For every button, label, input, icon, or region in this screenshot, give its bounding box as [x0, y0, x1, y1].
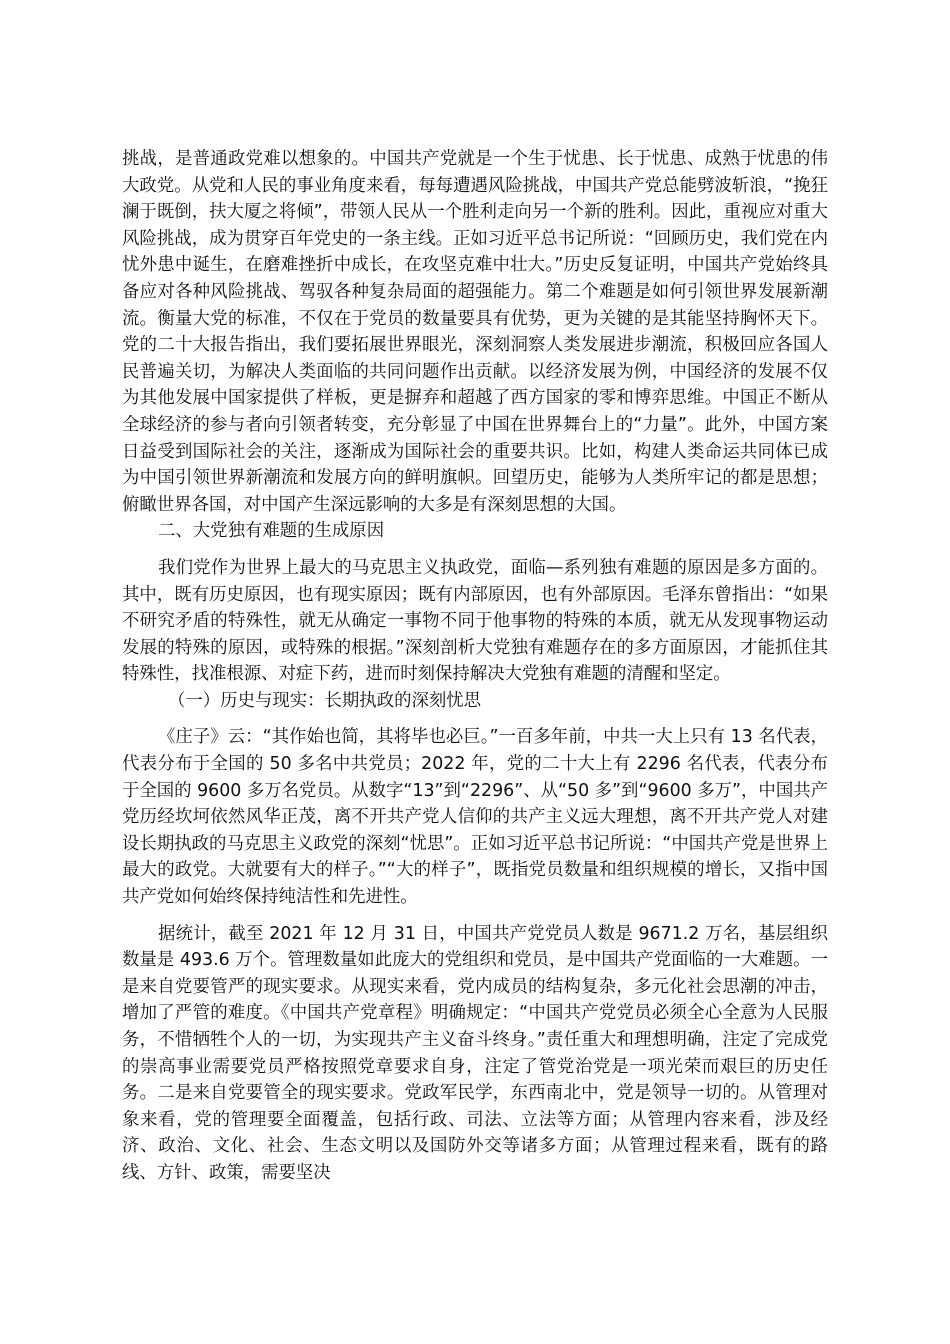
paragraph: 我们党作为世界上最大的马克思主义执政党，面临—系列独有难题的原因是多方面的。其中，既有历史原因，也有现实原因；既有内部原因，也有外部原因。毛泽东曾指出：“如果不研究矛盾的特殊性，就无从确定一事物不同于他事物的特殊的本质，就无从发现事物运动发展的特殊的原因，或特殊的根据。”深刻剖析大党独有难题存在的多方面原因，才能抓住其特殊性，找准根源、对症下药，进而时刻保持解决大党独有难题的清醒和坚定。 [122, 557, 828, 685]
section-heading: 二、大党独有难题的生成原因 [158, 521, 385, 542]
paragraph: 据统计，截至 2021 年 12 月 31 日，中国共产党党员人数是 9671.2 万名，基层组织数量是 493.6 万个。管理数量如此庞大的党组织和党员，是中国共产党面临的一大难题。一是来自党要管严的现实要求。从现实来看，党内成员的结构复杂，多元化社会思潮的冲击，增加了严管的难度。《中国共产党章程》明确规定：“中国共产党党员必须全心全意为人民服务，不惜牺牲个人的一切，为实现共产主义奋斗终身。”责任重大和理想明确，注定了完成党的崇高事业需要党员严格按照党章要求自身，注定了管党治党是一项光荣而艰巨的历史任务。二是来自党要管全的现实要求。党政军民学，东西南北中，党是领导一切的。从管理对象来看，党的管理要全面覆盖，包括行政、司法、立法等方面；从管理内容来看，涉及经济、政治、文化、社会、生态文明以及国防外交等诸多方面；从管理过程来看，既有的路线、方针、政策，需要坚决 [122, 923, 828, 1183]
paragraph-continuation: 挑战，是普通政党难以想象的。中国共产党就是一个生于忧患、长于忧患、成熟于忧患的伟大政党。从党和人民的事业角度来看，每每遭遇风险挑战，中国共产党总能劈波斩浪，“挽狂澜于既倒，扶大厦之将倾”，带领人民从一个胜利走向另一个新的胜利。因此，重视应对重大风险挑战，成为贯穿百年党史的一条主线。正如习近平总书记所说：“回顾历史，我们党在内忧外患中诞生，在磨难挫折中成长，在攻坚克难中壮大。”历史反复证明，中国共产党始终具备应对各种风险挑战、驾驭各种复杂局面的超强能力。第二个难题是如何引领世界发展新潮流。衡量大党的标准，不仅在于党员的数量要具有优势，更为关键的是其能坚持胸怀天下。党的二十大报告指出，我们要拓展世界眼光，深刻洞察人类发展进步潮流，积极回应各国人民普遍关切，为解决人类面临的共同问题作出贡献。以经济发展为例，中国经济的发展不仅为其他发展中国家提供了样板，更是摒弃和超越了西方国家的零和博弈思维。中国正不断从全球经济的参与者向引领者转变，充分彰显了中国在世界舞台上的“力量”。此外，中国方案日益受到国际社会的关注，逐渐成为国际社会的重要共识。比如，构建人类命运共同体已成为中国引领世界新潮流和发展方向的鲜明旗帜。回望历史，能够为人类所牢记的都是思想；俯瞰世界各国，对中国产生深远影响的大多是有深刻思想的大国。 [122, 149, 828, 515]
paragraph: 《庄子》云：“其作始也简，其将毕也必巨。”一百多年前，中共一大上只有 13 名代表，代表分布于全国的 50 多名中共党员；2022 年，党的二十大上有 2296 名代表，代表分布于全国的 9600 多万名党员。从数字“13”到“2296”、从“50 多”到“9600 多万”，中国共产党历经坎坷依然风华正茂，离不开共产党人信仰的共产主义远大理想，离不开共产党人对建设长期执政的马克思主义政党的深刻“忧思”。正如习近平总书记所说：“中国共产党是世界上最大的政党。大就要有大的样子。”“大的样子”，既指党员数量和组织规模的增长，又指中国共产党如何始终保持纯洁性和先进性。 [122, 727, 828, 908]
document-body [122, 146, 828, 1187]
subsection-heading: （一）历史与现实：长期执政的深刻忧思 [168, 690, 482, 711]
